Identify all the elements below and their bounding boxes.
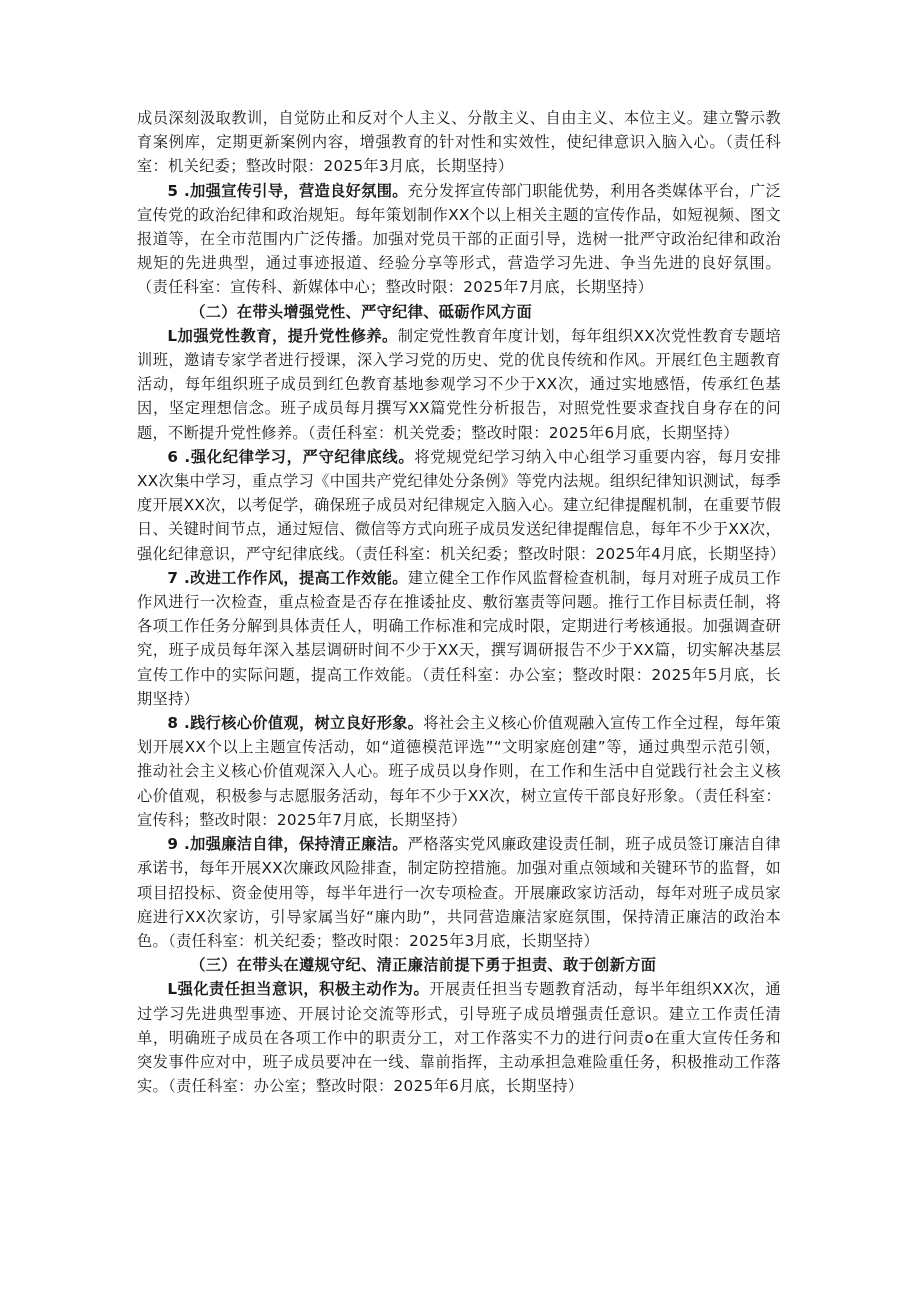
item-text: 开展责任担当专题教育活动，每半年组织XX次，通过学习先进典型事迹、开展讨论交流等形式，引导班子成员增强责任意识。建立工作责任清单，明确班子成员在各项工作中的职责分工，对工作落实不力的进行问责o在重大宣传任务和突发事件应对中，班子成员要冲在一线、靠前指挥，主动承担急难险重任务，积极推动工作落实。（责任科室：办公室；整改时限：2025年6月底，长期坚持） — [137, 980, 781, 1096]
paragraph-item-8 — [137, 711, 781, 832]
paragraph-item-1b — [137, 977, 781, 1098]
document-page — [137, 106, 786, 1098]
item-lead: 8 .践行核心价值观，树立良好形象。 — [167, 714, 424, 733]
item-text: 充分发挥宣传部门职能优势，利用各类媒体平台，广泛宣传党的政治纪律和政治规矩。每年策划制作XX个以上相关主题的宣传作品，如短视频、图文报道等，在全市范围内广泛传播。加强对党员干部的正面引导，选树一批严守政治纪律和政治规矩的先进典型，通过事迹报道、经验分享等形式，营造学习先进、争当先进的良好氛围。（责任科室：宣传科、新媒体中心；整改时限：2025年7月底，长期坚持） — [137, 181, 781, 297]
paragraph-item-7 — [137, 566, 781, 711]
item-lead: 9 .加强廉洁自律，保持清正廉洁。 — [167, 835, 408, 854]
item-text: 将党规党纪学习纳入中心组学习重要内容，每月安排XX次集中学习，重点学习《中国共产党纪律处分条例》等党内法规。组织纪律知识测试，每季度开展XX次，以考促学，确保班子成员对纪律规定入脑入心。建立纪律提醒机制，在重要节假日、关键时间节点，通过短信、微信等方式向班子成员发送纪律提醒信息，每年不少于XX次，强化纪律意识，严守纪律底线。（责任科室：机关纪委；整改时限：2025年4月底，长期坚持） — [137, 447, 786, 563]
paragraph-item-6 — [137, 445, 786, 566]
item-text: 将社会主义核心价值观融入宣传工作全过程，每年策划开展XX个以上主题宣传活动，如“道德模范评选”“文明家庭创建”等，通过典型示范引领，推动社会主义核心价值观深入人心。班子成员以身作则，在工作和生活中自觉践行社会主义核心价值观，积极参与志愿服务活动，每年不少于XX次，树立宣传干部良好形象。（责任科室：宣传科；整改时限：2025年7月底，长期坚持） — [137, 714, 781, 829]
section-heading-2: （二）在带头增强党性、严守纪律、砥砺作风方面 — [190, 302, 533, 321]
section-heading-3: （三）在带头在遵规守纪、清正廉洁前提下勇于担责、敢于创新方面 — [190, 956, 657, 975]
item-lead: 5 .加强宣传引导，营造良好氛围。 — [167, 181, 408, 200]
paragraph-continuation — [137, 106, 781, 179]
item-lead: 7 .改进工作作风，提高工作效能。 — [167, 568, 408, 587]
item-lead: L加强党性教育，提升党性修养。 — [167, 326, 398, 345]
item-text: 建立健全工作作风监督检查机制，每月对班子成员工作作风进行一次检查，重点检查是否存在推诿扯皮、敷衍塞责等问题。推行工作目标责任制，将各项工作任务分解到具体责任人，明确工作标准和完成时限，定期进行考核通报。加强调查研究，班子成员每年深入基层调研时间不少于XX天，撰写调研报告不少于XX篇，切实解决基层宣传工作中的实际问题，提高工作效能。（责任科室：办公室；整改时限：2025年5月底，长期坚持） — [137, 568, 781, 708]
item-text: 制定党性教育年度计划，每年组织XX次党性教育专题培训班，邀请专家学者进行授课，深入学习党的历史、党的优良传统和作风。开展红色主题教育活动，每年组织班子成员到红色教育基地参观学习不少于XX次，通过实地感悟，传承红色基因，坚定理想信念。班子成员每月撰写XX篇党性分析报告，对照党性要求查找自身存在的问题，不断提升党性修养。（责任科室：机关党委；整改时限：2025年6月底，长期坚持） — [137, 326, 781, 442]
paragraph-item-1 — [137, 324, 781, 445]
item-text: 严格落实党风廉政建设责任制，班子成员签订廉洁自律承诺书，每年开展XX次廉政风险排查，制定防控措施。加强对重点领域和关键环节的监督，如项目招投标、资金使用等，每半年进行一次专项检查。开展廉政家访活动，每年对班子成员家庭进行XX次家访，引导家属当好“廉内助”，共同营造廉洁家庭氛围，保持清正廉洁的政治本色。（责任科室：机关纪委；整改时限：2025年3月底，长期坚持） — [137, 835, 781, 950]
item-lead: L强化责任担当意识，积极主动作为。 — [167, 980, 430, 999]
paragraph-item-5 — [137, 179, 781, 300]
paragraph-item-9 — [137, 832, 781, 953]
item-lead: 6 .强化纪律学习，严守纪律底线。 — [167, 447, 415, 466]
paragraph-text: 成员深刻汲取教训，自觉防止和反对个人主义、分散主义、自由主义、本位主义。建立警示教育案例库，定期更新案例内容，增强教育的针对性和实效性，使纪律意识入脑入心。（责任科室：机关纪委；整改时限：2025年3月底，长期坚持） — [137, 109, 781, 176]
